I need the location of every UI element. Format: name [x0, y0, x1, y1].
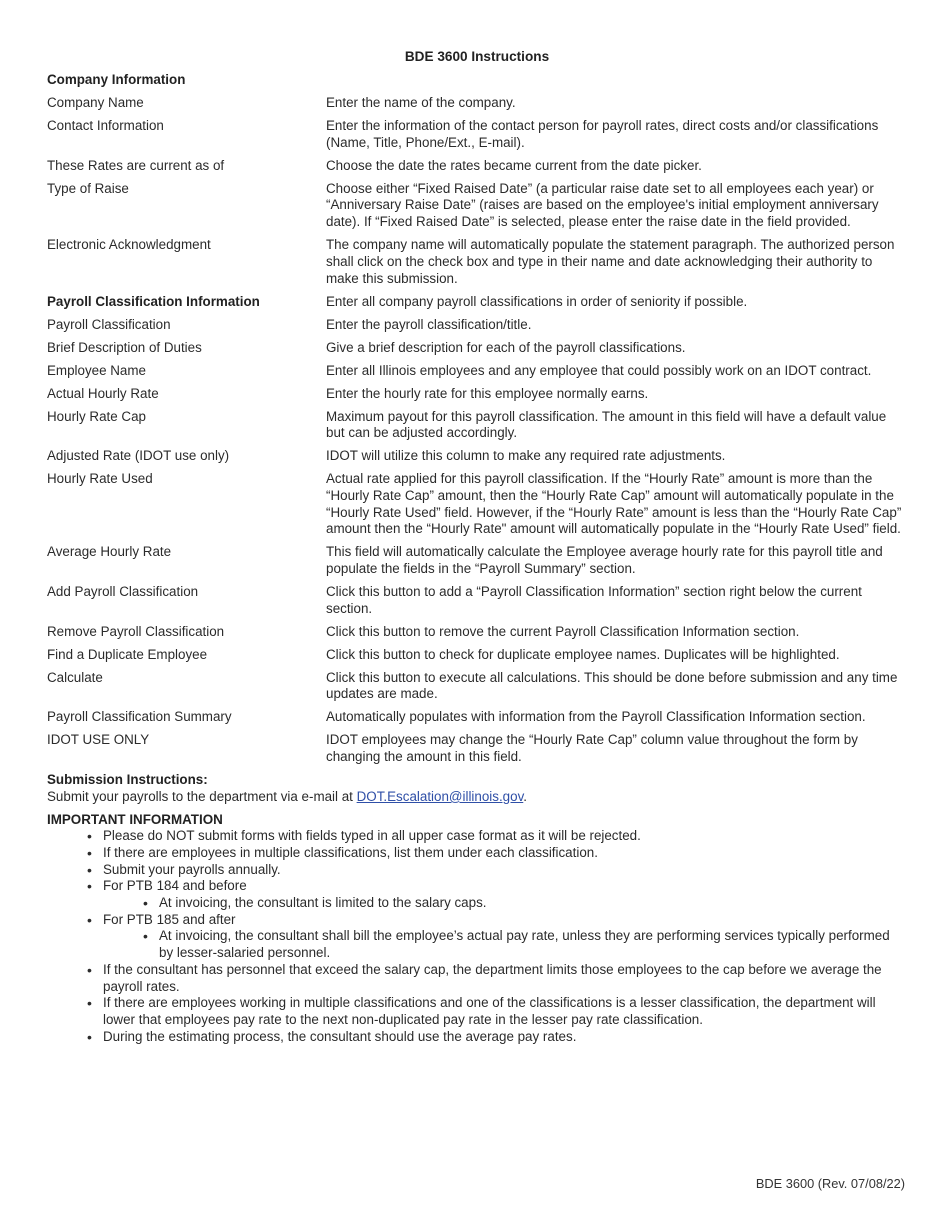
instruction-row: [47, 471, 907, 538]
field-description: Click this button to execute all calculations. This should be done before submission and any time updates are made.: [326, 669, 898, 702]
field-description: Automatically populates with information from the Payroll Classification Information section.: [326, 709, 866, 725]
instruction-row: [47, 317, 907, 334]
list-item-text: For PTB 185 and after: [103, 911, 236, 927]
instructions-page: [47, 49, 907, 1045]
field-description: Maximum payout for this payroll classification. The amount in this field will have a default value but can be adjusted accordingly.: [326, 408, 887, 441]
field-term: Calculate: [47, 669, 103, 685]
field-term: Company Name: [47, 95, 144, 110]
instruction-row: [47, 363, 907, 380]
field-term: Hourly Rate Used: [47, 471, 153, 487]
field-description: This field will automatically calculate the Employee average hourly rate for this payroll title and populate the fields in the “Payroll Summary” section.: [326, 544, 883, 577]
instruction-row: [47, 340, 907, 357]
field-description: Actual rate applied for this payroll classification. If the “Hourly Rate” amount is more than the “Hourly Rate Cap” amount, then the “Hourly Rate Cap” amount will automatically populate in the “Hourly Rate Used” field. However, if the “Hourly Rate” amount is less than the “Hourly Rate Cap” amount then the “Hourly Rate" amount will automatically populate in the “Hourly Rate Used” field.: [326, 471, 902, 537]
field-description: Enter all Illinois employees and any employee that could possibly work on an IDOT contract.: [326, 362, 872, 378]
field-term: Actual Hourly Rate: [47, 385, 159, 401]
field-term: IDOT USE ONLY: [47, 732, 150, 748]
instruction-row: [47, 158, 907, 175]
instruction-row: [47, 118, 907, 151]
instruction-row: [47, 448, 907, 465]
instruction-row: [47, 647, 907, 664]
field-description: Click this button to add a “Payroll Classification Information” section right below the current section.: [326, 584, 862, 616]
instruction-row: [47, 181, 907, 231]
list-item: • Please do NOT submit forms with fields typed in all upper case format as it will be rejected.: [103, 828, 907, 845]
instruction-row: [47, 237, 907, 287]
field-term: Payroll Classification: [47, 316, 171, 332]
sub-list: [103, 928, 907, 961]
list-item: • During the estimating process, the consultant should use the average pay rates.: [103, 1029, 907, 1046]
instruction-row: [47, 709, 907, 726]
sub-list-item: • At invoicing, the consultant shall bill the employee’s actual pay rate, unless they are performing services typically performed by lesser-salaried personnel.: [159, 928, 907, 961]
field-term: Hourly Rate Cap: [47, 408, 146, 424]
field-term: Adjusted Rate (IDOT use only): [47, 448, 230, 464]
list-item: • If the consultant has personnel that exceed the salary cap, the department limits those employees to the cap before we average the payroll rates.: [103, 962, 907, 995]
list-item: [103, 878, 907, 911]
field-description: Choose either “Fixed Raised Date” (a particular raise date set to all employees each year) or “Anniversary Raise Date” (raises are based on the employee's initial employment anniversary date). If “Fixed Raised Date” is selected, please enter the raise date in the field provided.: [326, 180, 879, 230]
submission-text-after: .: [523, 788, 528, 804]
field-description: Click this button to remove the current Payroll Classification Information section.: [326, 623, 800, 639]
instruction-row: [47, 409, 907, 442]
instruction-row: [47, 624, 907, 641]
field-term: Remove Payroll Classification: [47, 623, 225, 639]
field-term: Employee Name: [47, 362, 146, 378]
payroll-info-heading: Payroll Classification Information: [47, 293, 260, 309]
field-term: These Rates are current as of: [47, 157, 225, 173]
field-description: Enter the information of the contact person for payroll rates, direct costs and/or classifications (Name, Title, Phone/Ext., E-mail).: [326, 118, 879, 150]
page-title: BDE 3600 Instructions: [404, 49, 550, 64]
field-term: Payroll Classification Summary: [47, 709, 232, 725]
instruction-row: [47, 386, 907, 403]
submission-instructions: [47, 772, 907, 805]
form-revision-footer: BDE 3600 (Rev. 07/08/22): [755, 1176, 905, 1191]
field-term: Electronic Acknowledgment: [47, 237, 211, 253]
list-item: [103, 912, 907, 962]
field-term: Brief Description of Duties: [47, 339, 202, 355]
important-info-heading: IMPORTANT INFORMATION: [47, 811, 223, 827]
field-description: The company name will automatically populate the statement paragraph. The authorized person shall click on the check box and type in their name and date acknowledging their authority to make this submission.: [326, 237, 895, 286]
important-info-list: [47, 828, 907, 1045]
list-item: • If there are employees working in multiple classifications and one of the classifications is a lesser classification, the department will lower that employees pay rate to the next non-duplicated pay rate in the lesser pay rate classification.: [103, 995, 907, 1028]
field-description: Enter the hourly rate for this employee normally earns.: [326, 385, 649, 401]
payroll-info-description: Enter all company payroll classifications in order of seniority if possible.: [326, 293, 748, 309]
list-item: • If there are employees in multiple classifications, list them under each classification.: [103, 845, 907, 862]
instruction-row: [47, 732, 907, 765]
field-description: IDOT employees may change the “Hourly Rate Cap” column value throughout the form by changing the amount in this field.: [326, 732, 858, 765]
payroll-info-heading-row: [47, 294, 907, 311]
submission-text-before: Submit your payrolls to the department via e-mail at: [47, 788, 357, 804]
field-description: Enter the name of the company.: [326, 95, 516, 110]
field-term: Add Payroll Classification: [47, 584, 199, 600]
field-term: Contact Information: [47, 118, 164, 133]
company-info-heading: Company Information: [47, 72, 186, 87]
instruction-row: [47, 670, 907, 703]
field-description: Give a brief description for each of the payroll classifications.: [326, 339, 686, 355]
field-description: Enter the payroll classification/title.: [326, 316, 532, 332]
field-term: Find a Duplicate Employee: [47, 646, 208, 662]
submission-heading: Submission Instructions:: [47, 772, 208, 788]
list-item-text: For PTB 184 and before: [103, 878, 247, 894]
sub-list: [103, 895, 907, 912]
field-description: Choose the date the rates became current from the date picker.: [326, 157, 702, 173]
field-description: Click this button to check for duplicate employee names. Duplicates will be highlighted.: [326, 646, 840, 662]
submission-text: [47, 789, 907, 806]
instruction-row: [47, 544, 907, 577]
instruction-row: [47, 95, 907, 112]
field-term: Type of Raise: [47, 180, 129, 196]
sub-list-item: • At invoicing, the consultant is limited to the salary caps.: [159, 895, 907, 912]
email-link[interactable]: DOT.Escalation@illinois.gov: [356, 788, 524, 804]
field-description: IDOT will utilize this column to make any required rate adjustments.: [326, 448, 726, 464]
field-term: Average Hourly Rate: [47, 544, 172, 560]
instruction-row: [47, 584, 907, 617]
list-item: • Submit your payrolls annually.: [103, 862, 907, 879]
